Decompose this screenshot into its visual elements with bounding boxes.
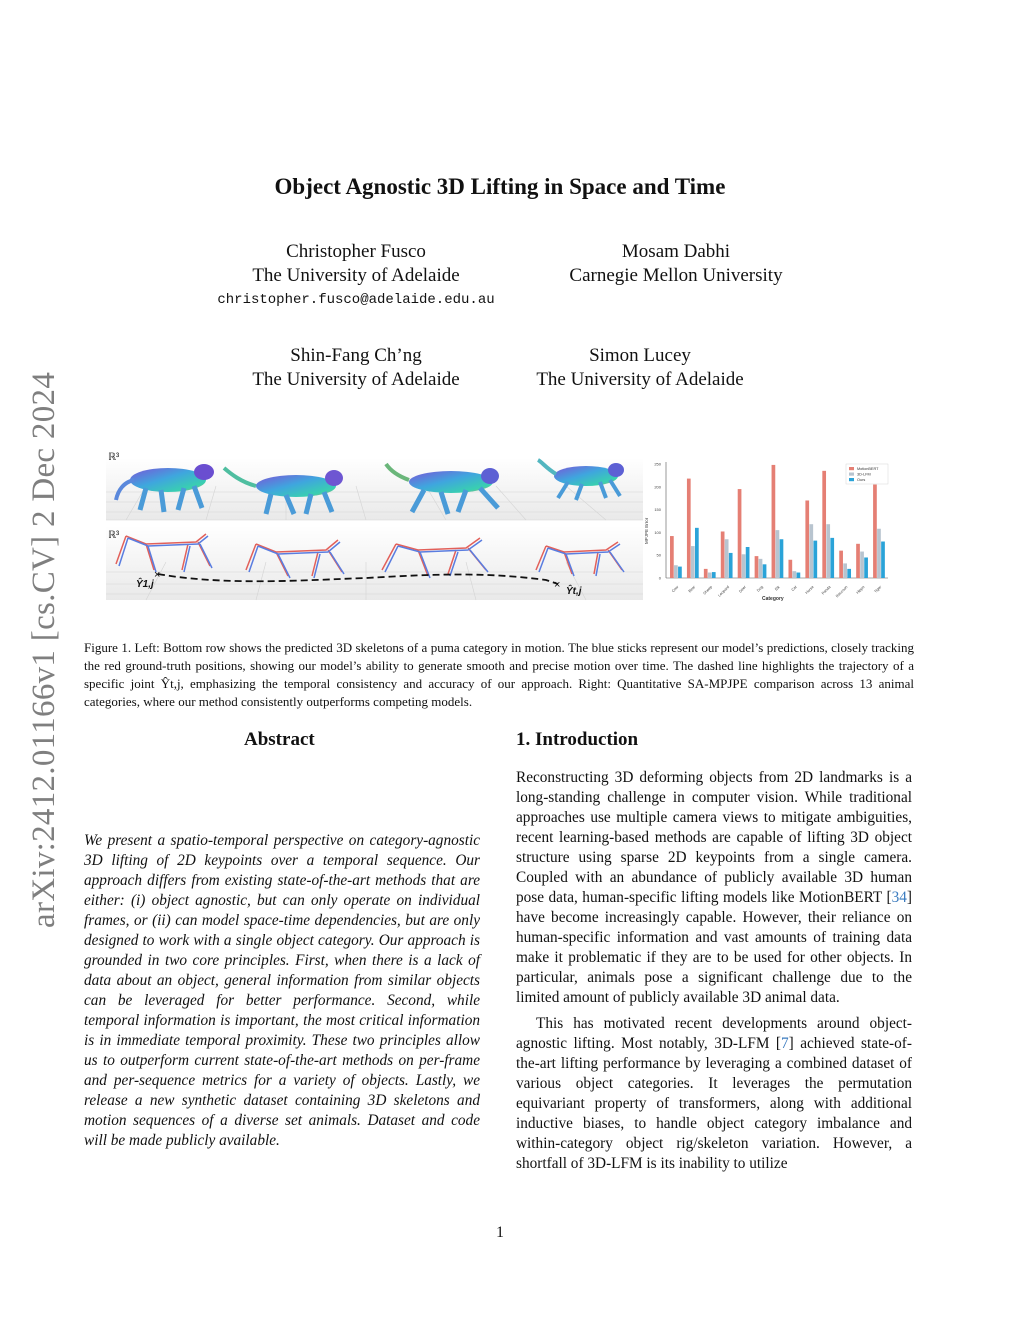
- legend-label: Ours: [857, 478, 866, 482]
- intro-paragraph-1: Reconstructing 3D deforming objects from 2D landmarks is a long-standing challenge in computer vision. While traditional approaches use multiple camera views to mitigate ambiguities, recent learning-based methods are capable of lifting 3D object structure using sparse 2D keypoints from a single camera. Coupled with an abundance of publicly available 3D human pose data, human-specific lifting models like MotionBERT [34] have become increasingly capable. However, their reliance on human-specific information and vast amounts of training data make it problematic if they are to be used for other objects. In particular, animals pose a significant challenge due to the limited amount of publicly available 3D animal data.: [516, 769, 912, 1006]
- x-tick-label: Hippo: [855, 585, 866, 595]
- paper-title: Object Agnostic 3D Lifting in Space and Time: [274, 174, 726, 199]
- bar: [704, 569, 708, 578]
- x-tick-label: Cow: [671, 585, 680, 594]
- x-tick-label: Cat: [790, 585, 798, 593]
- bar: [864, 557, 868, 578]
- bar: [788, 560, 792, 578]
- bar: [695, 528, 699, 578]
- author-name: Christopher Fusco: [286, 241, 426, 262]
- figure-caption: Figure 1. Left: Bottom row shows the predicted 3D skeletons of a puma category in motion. The blue sticks represent our model’s predictions, closely tracking the red ground-truth positions, showing our model’s ability to generate smooth and precise motion over time. The dashed line highlights the trajectory of a specific joint Ŷt,j, emphasizing the temporal consistency and accuracy of our approach. Right: Quantitative SA-MPJPE comparison across 13 animal categories, where our method consistently outperforms competing models.: [84, 640, 914, 709]
- bar: [847, 569, 851, 578]
- bar: [712, 572, 716, 578]
- bar: [772, 465, 776, 578]
- bar: [746, 547, 750, 578]
- author-affiliation: Carnegie Mellon University: [569, 265, 783, 286]
- joint-start-label: Ŷ1,j: [136, 579, 154, 590]
- author-block-4: [510, 344, 770, 392]
- author-block-1: [206, 240, 506, 312]
- intro-paragraph-2: This has motivated recent developments around object-agnostic lifting. Most notably, 3D-LFM [7] achieved state-of-the-art lifting performance by leveraging a combined dataset of various object categories. It leverages the permutation equivariant property of transformers, along with additional inductive biases, to handle object category imbalance and within-category object rig/skeleton variation. However, a shortfall of 3D-LFM is its inability to utilize: [516, 1015, 912, 1172]
- bar: [742, 554, 746, 578]
- bar: [839, 551, 843, 578]
- arxiv-sidebar-stamp: arXiv:2412.01166v1 [cs.CV] 2 Dec 2024: [26, 371, 62, 928]
- bar: [881, 542, 885, 578]
- x-tick-label: Panda: [821, 585, 832, 596]
- x-tick-label: Horse: [804, 585, 815, 595]
- trajectory-end-marker: ×: [554, 579, 561, 591]
- trajectory-start-marker: ×: [154, 569, 161, 581]
- teaser-figure: [106, 452, 896, 607]
- author-name: Shin-Fang Ch’ng: [290, 345, 422, 366]
- author-affiliation: The University of Adelaide: [252, 369, 460, 390]
- bar: [670, 536, 674, 578]
- bar: [687, 479, 691, 578]
- legend-label: 3D-LFM: [857, 472, 871, 477]
- bar: [843, 563, 847, 578]
- author-name: Simon Lucey: [589, 345, 691, 366]
- y-tick-label: 100: [654, 529, 661, 535]
- bar: [776, 530, 780, 578]
- introduction-heading: 1. Introduction: [516, 729, 639, 750]
- y-tick-label: 200: [654, 484, 661, 490]
- introduction-text: [516, 768, 912, 1174]
- bar: [674, 565, 678, 578]
- bar: [729, 553, 733, 578]
- author-affiliation: The University of Adelaide: [536, 369, 744, 390]
- x-axis-label: Category: [762, 596, 784, 602]
- mesh-row-panel: [106, 452, 643, 520]
- row-label-bottom: ℝ³: [108, 530, 120, 541]
- bar: [721, 531, 725, 578]
- legend-swatch: [849, 473, 854, 476]
- y-axis-label: MPJPE Error: [644, 517, 649, 544]
- page-number: 1: [496, 1224, 504, 1241]
- bar: [797, 573, 801, 578]
- y-ticks: [654, 462, 661, 581]
- author-block-3: [216, 344, 496, 392]
- author-email[interactable]: christopher.fusco@adelaide.edu.au: [217, 292, 495, 308]
- legend-swatch: [849, 478, 854, 481]
- x-tick-label: Elk: [774, 585, 781, 592]
- bar: [873, 485, 877, 578]
- bar: [813, 541, 817, 578]
- x-tick-label: Leopard: [717, 585, 731, 598]
- bar: [830, 538, 834, 578]
- row-label-top: ℝ³: [108, 452, 120, 463]
- mpjpe-bar-chart: [644, 462, 888, 603]
- bar: [725, 539, 729, 578]
- bar: [678, 567, 682, 578]
- abstract-heading: Abstract: [244, 729, 315, 750]
- bar: [809, 524, 813, 578]
- chart-legend: [846, 464, 888, 484]
- bar: [826, 524, 830, 578]
- author-name: Mosam Dabhi: [621, 241, 731, 262]
- x-tick-label: Dog: [756, 585, 764, 593]
- x-tick-label: Deer: [738, 585, 747, 594]
- bar: [691, 546, 695, 578]
- skeleton-row-panel: [106, 526, 643, 600]
- bar: [793, 571, 797, 578]
- x-tick-label: Raccoon: [835, 585, 849, 599]
- y-tick-label: 250: [654, 461, 661, 467]
- bar: [708, 573, 712, 578]
- bar: [780, 539, 784, 578]
- author-affiliation: The University of Adelaide: [252, 265, 460, 286]
- citation-link[interactable]: 7: [781, 1035, 789, 1052]
- bar: [763, 564, 767, 578]
- joint-end-label: Ŷt,j: [566, 586, 582, 597]
- bar: [805, 500, 809, 578]
- citation-link[interactable]: 34: [891, 889, 907, 906]
- x-tick-label: Tiger: [873, 585, 883, 594]
- y-tick-label: 150: [654, 507, 661, 513]
- legend-swatch: [849, 467, 854, 470]
- legend-label: MotionBERT: [857, 467, 879, 471]
- bar: [755, 556, 759, 578]
- bar: [860, 552, 864, 578]
- bar: [738, 489, 742, 578]
- author-block-2: [556, 240, 796, 288]
- bar: [877, 529, 881, 578]
- bar: [759, 559, 763, 578]
- x-tick-label: Bear: [687, 585, 697, 594]
- abstract-text: We present a spatio-temporal perspective on category-agnostic 3D lifting of 2D keypoints over a temporal sequence. Our approach differs from existing state-of-the-art methods that are either: (i) object agnostic, but can only operate on individual frames, or (ii) can model space-time dependencies, but are only designed to work with a single object category. Our approach is grounded in two core principles. First, when there is a lack of data about an object, general information from similar objects can be leveraged for better performance. Second, while temporal information is important, the most critical information is in immediate temporal proximity. These two principles allow us to outperform current state-of-the-art methods on per-frame and per-sequence metrics for a variety of objects. Lastly, we release a new synthetic dataset containing 3D skeletons and motion sequences of a diverse set animals. Dataset and code will be made publicly available.: [84, 832, 480, 1149]
- x-tick-label: Sheep: [702, 585, 714, 596]
- bar: [822, 471, 826, 578]
- bar: [856, 544, 860, 578]
- y-tick-label: 50: [656, 552, 661, 558]
- y-tick-label: 0: [658, 575, 661, 581]
